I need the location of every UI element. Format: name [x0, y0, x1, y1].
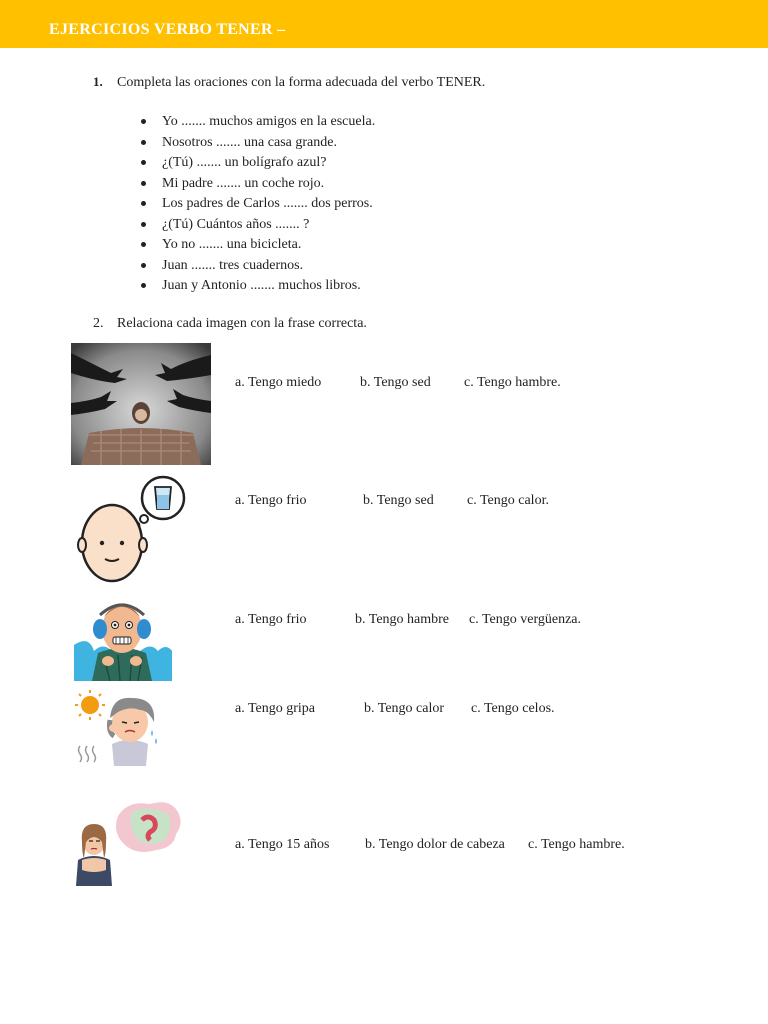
- title-banner: [0, 0, 768, 48]
- headache-image: [70, 798, 184, 886]
- bullet-icon: [141, 222, 146, 227]
- sentence-text: Los padres de Carlos ....... dos perros.: [162, 196, 373, 211]
- sentence-text: ¿(Tú) Cuántos años ....... ?: [162, 216, 310, 232]
- exercise-2-instruction: [93, 316, 367, 332]
- list-item: [137, 195, 375, 216]
- bullet-icon: [141, 160, 146, 165]
- option-a: a. Tengo gripa: [235, 701, 316, 716]
- list-item: [137, 113, 375, 134]
- bullet-icon: [141, 201, 146, 206]
- list-item: [137, 175, 375, 196]
- option-c: c. Tengo calor.: [467, 493, 549, 508]
- option-b: b. Tengo calor: [364, 701, 445, 716]
- list-item: [137, 134, 375, 155]
- option-a: a. Tengo frio: [235, 493, 307, 508]
- option-a: a. Tengo frio: [235, 612, 307, 627]
- thirst-image: [77, 475, 189, 583]
- option-a: a. Tengo miedo: [235, 375, 322, 390]
- option-c: c. Tengo vergüenza.: [469, 612, 582, 627]
- bullet-icon: [141, 119, 146, 124]
- list-item: [137, 236, 375, 257]
- sentence-text: Juan y Antonio ....... muchos libros.: [162, 278, 361, 293]
- option-b: b. Tengo sed: [363, 493, 434, 508]
- sentence-list: [137, 113, 375, 298]
- option-c: c. Tengo hambre.: [464, 375, 561, 390]
- option-c: c. Tengo celos.: [471, 701, 555, 716]
- exercise-2-text: Relaciona cada imagen con la frase correcta.: [117, 316, 367, 331]
- option-a: a. Tengo 15 años: [235, 837, 330, 852]
- list-item: [137, 257, 375, 278]
- option-c: c. Tengo hambre.: [528, 837, 625, 852]
- bullet-icon: [141, 283, 146, 288]
- sentence-text: Mi padre ....... un coche rojo.: [162, 175, 325, 191]
- bullet-icon: [141, 181, 146, 186]
- exercise-1-instruction: [93, 74, 485, 91]
- sentence-text: Juan ....... tres cuadernos.: [162, 257, 304, 273]
- sentence-text: Yo ....... muchos amigos en la escuela.: [162, 114, 376, 129]
- option-b: b. Tengo dolor de cabeza: [365, 837, 505, 852]
- fear-image: [71, 343, 211, 465]
- option-b: b. Tengo hambre: [355, 612, 450, 627]
- option-b: b. Tengo sed: [360, 375, 431, 390]
- exercise-1-text: Completa las oraciones con la forma adecuada del verbo TENER.: [117, 75, 486, 90]
- cold-image: [74, 595, 172, 681]
- sentence-text: Yo no ....... una bicicleta.: [162, 237, 302, 252]
- bullet-icon: [141, 242, 146, 247]
- page-title: EJERCICIOS VERBO TENER –: [49, 21, 286, 38]
- list-item: [137, 154, 375, 175]
- exercise-1-number: 1.: [93, 74, 103, 89]
- list-item: [137, 277, 375, 298]
- bullet-icon: [141, 140, 146, 145]
- list-item: [137, 216, 375, 237]
- exercise-2-number: 2.: [93, 316, 104, 331]
- bullet-icon: [141, 263, 146, 268]
- sentence-text: Nosotros ....... una casa grande.: [162, 134, 337, 150]
- heat-image: [74, 688, 162, 768]
- sentence-text: ¿(Tú) ....... un bolígrafo azul?: [162, 155, 327, 170]
